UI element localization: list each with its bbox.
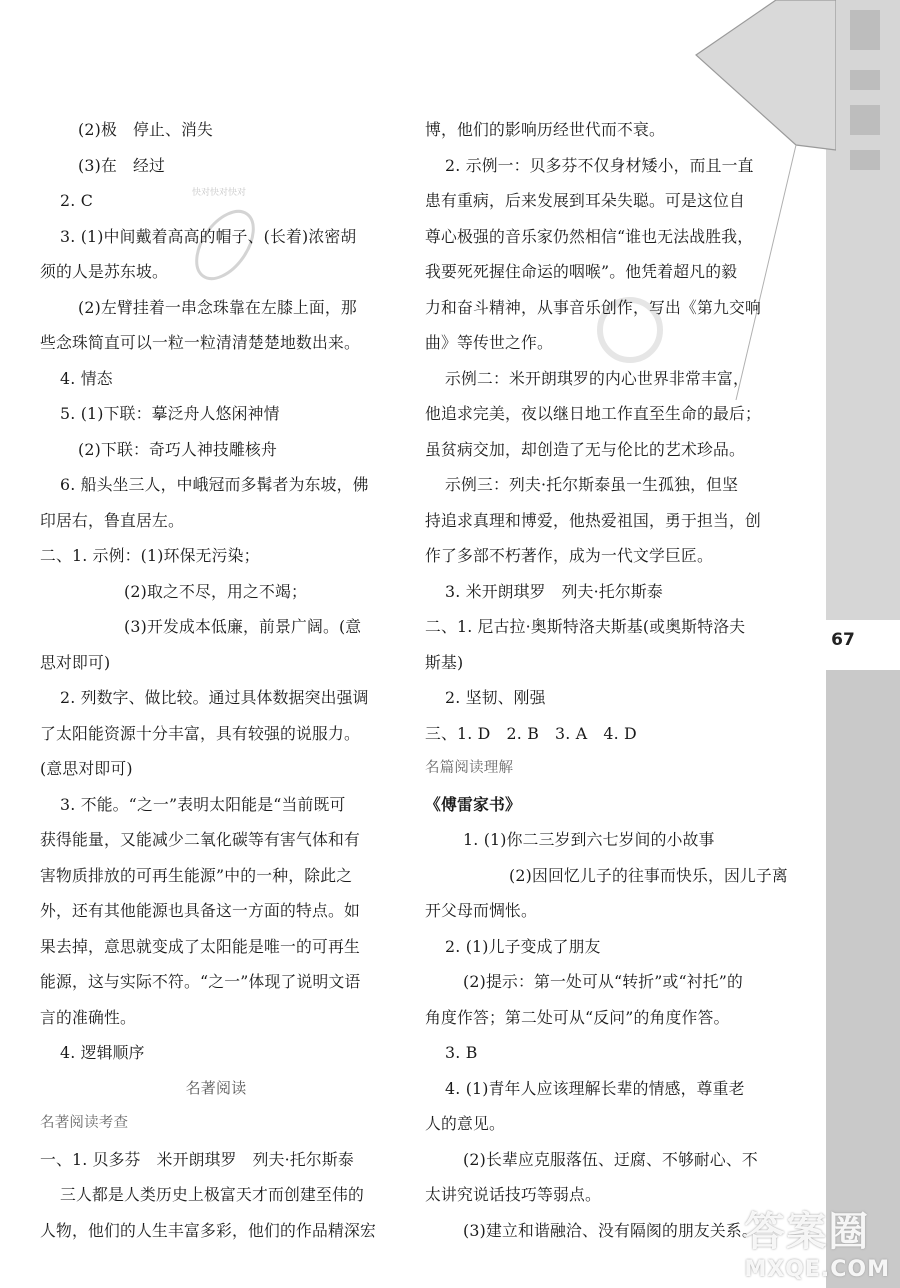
- right-column: [425, 112, 788, 1248]
- text-line: 持追求真理和博爱，他热爱祖国，勇于担当，创: [425, 510, 761, 530]
- text-line: 人的意见。: [425, 1114, 505, 1133]
- text-line: 须的人是苏东坡。: [40, 262, 168, 281]
- text-line: 3. 米开朗琪罗 列夫·托尔斯泰: [445, 581, 663, 601]
- text-line: 一、1. 贝多芬 米开朗琪罗 列夫·托尔斯泰: [40, 1149, 354, 1169]
- watermark-main: 答案圈: [744, 1209, 871, 1255]
- text-line: 能源，这与实际不符。“之一”体现了说明文语: [40, 972, 361, 991]
- text-line: (3)开发成本低廉，前景广阔。(意: [124, 617, 362, 636]
- text-line: 曲》等传世之作。: [425, 333, 553, 352]
- watermark-site: MXQE.COM: [744, 1257, 890, 1282]
- text-line: (2)左臂挂着一串念珠靠在左膝上面，那: [78, 297, 357, 317]
- text-line: 太讲究说话技巧等弱点。: [425, 1185, 601, 1204]
- text-line: 印居右，鲁直居左。: [40, 510, 184, 530]
- text-line: (2)因回忆儿子的往事而快乐，因儿子离: [509, 865, 788, 885]
- section-heading: 名著阅读考查: [40, 1115, 129, 1131]
- page-number: 67: [831, 630, 855, 650]
- text-line: 思对即可): [40, 652, 111, 672]
- text-line: 示例二：米开朗琪罗的内心世界非常丰富，: [445, 368, 749, 388]
- section-heading: 名著阅读: [185, 1078, 247, 1097]
- text-line: 了太阳能资源十分丰富，具有较强的说服力。: [40, 723, 360, 743]
- text-line: 3. (1)中间戴着高高的帽子、(长着)浓密胡: [60, 226, 357, 246]
- edge-bar: [850, 10, 880, 50]
- text-line: 果去掉，意思就变成了太阳能是唯一的可再生: [40, 936, 360, 956]
- text-line: 他追求完美，夜以继日地工作直至生命的最后；: [425, 404, 761, 423]
- text-line: (3)在 经过: [78, 155, 165, 175]
- text-line: 三人都是人类历史上极富天才而创建至伟的: [60, 1185, 364, 1204]
- text-line: 角度作答；第二处可从“反问”的角度作答。: [425, 1007, 730, 1027]
- text-line: 2. 示例一：贝多芬不仅身材矮小，而且一直: [445, 155, 754, 175]
- left-column: [40, 112, 392, 1248]
- text-line: 2. 坚韧、刚强: [445, 688, 546, 707]
- edge-bar: [850, 70, 880, 90]
- text-line: 人物，他们的人生丰富多彩，他们的作品精深宏: [40, 1220, 376, 1240]
- text-line: 2. C: [60, 191, 93, 210]
- text-line: (2)长辈应克服落伍、迂腐、不够耐心、不: [463, 1149, 758, 1169]
- text-line: 6. 船头坐三人，中峨冠而多髯者为东坡，佛: [60, 475, 369, 494]
- text-line: (2)极 停止、消失: [78, 120, 213, 139]
- text-line: 开父母而惆怅。: [425, 901, 537, 920]
- text-line: 2. 列数字、做比较。通过具体数据突出强调: [60, 688, 369, 707]
- text-line: 力和奋斗精神，从事音乐创作，写出《第九交响: [425, 297, 761, 317]
- section-heading: 《傅雷家书》: [425, 794, 521, 814]
- text-line: 三、1. D 2. B 3. A 4. D: [425, 723, 637, 743]
- text-line: 1. (1)你二三岁到六七岁间的小故事: [463, 830, 715, 849]
- watermark-text: 快对快对快对: [192, 188, 247, 198]
- text-line: 二、1. 尼古拉·奥斯特洛夫斯基(或奥斯特洛夫: [425, 617, 746, 636]
- text-line: 3. 不能。“之一”表明太阳能是“当前既可: [60, 794, 346, 814]
- text-line: 我要死死握住命运的咽喉”。他凭着超凡的毅: [425, 262, 738, 281]
- text-line: 害物质排放的可再生能源”中的一种，除此之: [40, 865, 353, 885]
- text-line: 示例三：列夫·托尔斯泰虽一生孤独，但坚: [445, 475, 739, 494]
- text-line: (2)取之不尽，用之不竭；: [124, 581, 307, 601]
- text-line: 4. 逻辑顺序: [60, 1043, 145, 1062]
- text-line: 获得能量，又能减少二氧化碳等有害气体和有: [40, 830, 360, 849]
- text-line: 外，还有其他能源也具备这一方面的特点。如: [40, 901, 360, 920]
- text-line: 些念珠简直可以一粒一粒清清楚楚地数出来。: [40, 333, 360, 352]
- text-line: 二、1. 示例：(1)环保无污染；: [40, 546, 260, 565]
- text-line: 4. 情态: [60, 368, 113, 388]
- text-line: 博，他们的影响历经世代而不衰。: [425, 120, 665, 139]
- text-line: 言的准确性。: [40, 1007, 136, 1027]
- text-line: (意思对即可): [40, 759, 133, 778]
- text-line: 斯基): [425, 652, 464, 672]
- edge-strip-top: [826, 0, 900, 620]
- text-line: 作了多部不朽著作，成为一代文学巨匠。: [425, 546, 713, 565]
- text-line: 3. B: [445, 1043, 478, 1062]
- text-line: 4. (1)青年人应该理解长辈的情感，尊重老: [445, 1078, 745, 1098]
- text-line: 患有重病，后来发展到耳朵失聪。可是这位自: [425, 191, 745, 210]
- section-heading: 名篇阅读理解: [425, 760, 514, 776]
- text-line: 5. (1)下联：摹泛舟人悠闲神情: [60, 404, 280, 423]
- text-line: 2. (1)儿子变成了朋友: [445, 936, 601, 956]
- text-line: (3)建立和谐融洽、没有隔阂的朋友关系。: [463, 1220, 758, 1240]
- edge-strip-bottom: [826, 670, 900, 1288]
- text-line: (2)下联：奇巧人神技雕核舟: [78, 439, 277, 459]
- edge-bar: [850, 150, 880, 170]
- text-line: 虽贫病交加，却创造了无与伦比的艺术珍品。: [425, 439, 745, 459]
- text-line: (2)提示：第一处可从“转折”或“衬托”的: [463, 972, 744, 991]
- edge-bar: [850, 105, 880, 135]
- watermark-bottom: [744, 1200, 890, 1282]
- text-line: 尊心极强的音乐家仍然相信“谁也无法战胜我，: [425, 226, 754, 246]
